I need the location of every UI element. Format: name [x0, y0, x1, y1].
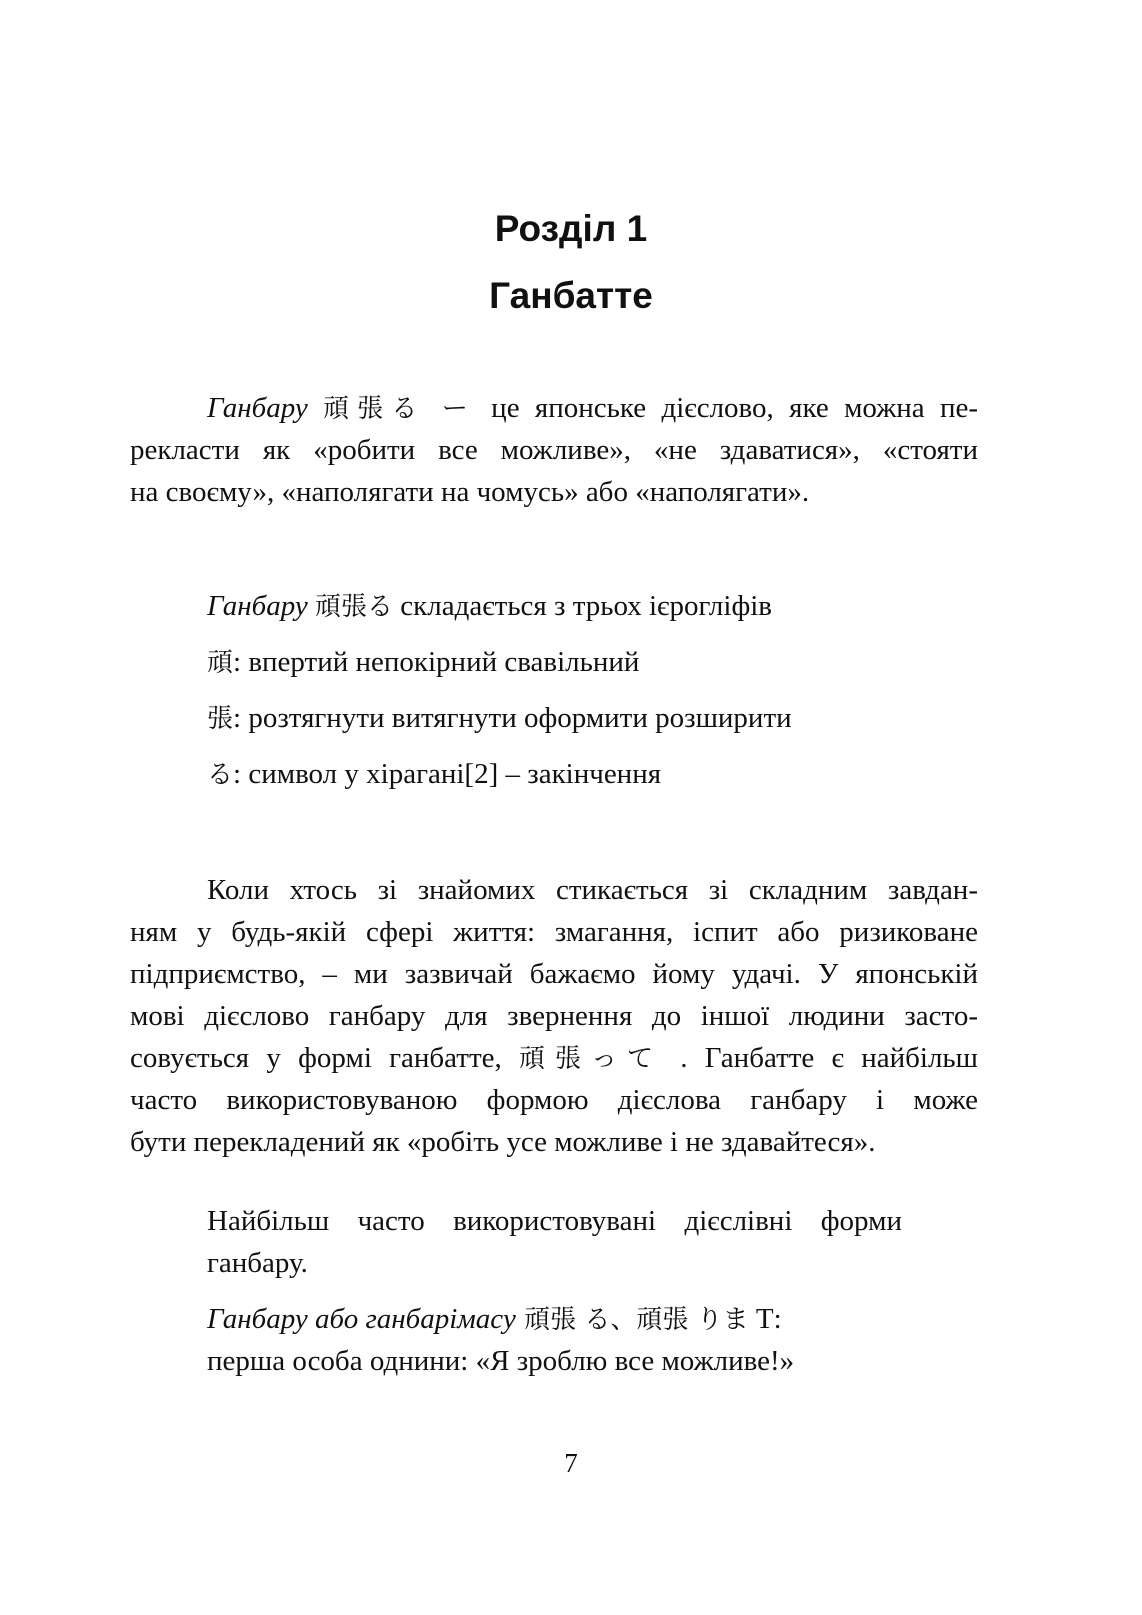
japanese-text: 頑張る: [315, 592, 394, 622]
japanese-text: 頑張 る、頑張 りま: [515, 1305, 749, 1335]
text: складається з трьох ієрогліфів: [393, 590, 772, 622]
text: рекласти як «робити все можливе», «не здаватися», «стояти: [130, 434, 978, 466]
text: перша особа однини: «Я зроблю все можливе!»: [207, 1345, 795, 1377]
text: бути перекладений як «робіть усе можливе і не здавайтеся».: [130, 1126, 876, 1158]
term: Ганбару: [207, 590, 308, 622]
text: ганбару.: [207, 1247, 308, 1279]
text: Коли хтось зі знайомих стикається зі складним завдан-: [207, 874, 978, 906]
term: Ганбару: [207, 392, 308, 424]
term: Ганбару або ганбарімасу: [207, 1303, 516, 1335]
text: часто використовуваною формою дієслова ганбару і може: [130, 1084, 978, 1116]
japanese-text: 頑張る ー: [323, 394, 476, 424]
text: Найбільш часто використовувані дієслівні форми: [207, 1205, 902, 1237]
chapter-title: Ганбатте: [489, 275, 653, 316]
text: на своєму», «наполягати на чомусь» або «наполягати».: [130, 476, 810, 508]
kanji: 張: [207, 704, 234, 734]
chapter-number: Розділ 1: [494, 208, 648, 249]
text: мові дієслово ганбару для звернення до іншої людини засто-: [130, 1000, 978, 1032]
text: це японське дієслово, яке можна пе-: [475, 392, 979, 424]
page-number: 7: [564, 1448, 578, 1478]
list-item: る: символ у хірагані[2] – закінчення: [207, 758, 662, 790]
kanji: る: [207, 760, 234, 790]
kanji: 頑: [207, 648, 234, 678]
text: . Ганбатте є найбільш: [663, 1042, 978, 1074]
list-item: 頑: впертий непокірний свавільний: [207, 646, 640, 678]
text: совується у формі ганбатте,: [130, 1042, 520, 1074]
text: ням у будь-якій сфері життя: змагання, іспит або ризиковане: [130, 916, 978, 948]
text: Т:: [748, 1303, 782, 1335]
text: підприємство, – ми зазвичай бажаємо йому удачі. У японській: [130, 958, 978, 990]
japanese-text: 頑張って: [519, 1044, 664, 1074]
list-item: 張: розтягнути витягнути оформити розширити: [207, 702, 792, 734]
